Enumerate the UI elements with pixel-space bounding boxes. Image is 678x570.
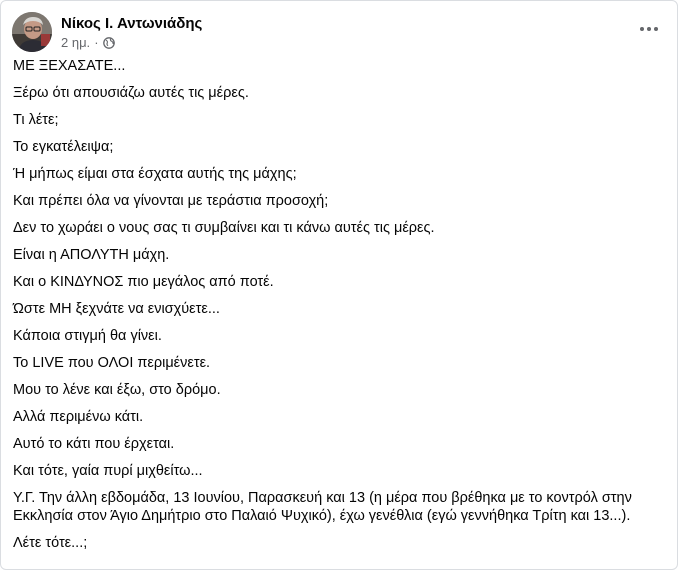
post-line: Δεν το χωράει ο νους σας τι συμβαίνει και τι κάνω αυτές τις μέρες. [13, 220, 435, 236]
post-line: Αλλά περιμένω κάτι. [13, 409, 144, 425]
post-line: Ή μήπως είμαι στα έσχατα αυτής της μάχης; [13, 166, 297, 182]
author-avatar[interactable] [12, 12, 52, 52]
post-line-postscript: Υ.Γ. Την άλλη εβδομάδα, 13 Ιουνίου, Παρασκευή και 13 (η μέρα που βρέθηκα με το κοντρόλ στην Εκκλησία στον Άγιο Δημήτριο στο Παλαιό Ψυχικό), έχω γενέθλια (εγώ γεννήθηκα Τρίτη και 13...). [13, 490, 632, 524]
post-line: Κάποια στιγμή θα γίνει. [13, 328, 162, 344]
meta-separator: · [94, 34, 99, 50]
more-options-button[interactable] [637, 19, 661, 39]
post-text [13, 57, 673, 561]
post-line: Το εγκατέλειψα; [13, 139, 114, 155]
globe-icon[interactable] [103, 36, 115, 48]
post-line: Μου το λένε και έξω, στο δρόμο. [13, 382, 221, 398]
post-line: Και ο ΚΙΝΔΥΝΟΣ πιο μεγάλος από ποτέ. [13, 274, 274, 290]
post-line: Αυτό το κάτι που έρχεται. [13, 436, 175, 452]
post-line: Το LIVE που ΟΛΟΙ περιμένετε. [13, 355, 211, 371]
post-subline [61, 34, 202, 51]
post-meta [61, 14, 202, 51]
post-line: Και πρέπει όλα να γίνονται με τεράστια προσοχή; [13, 193, 329, 209]
post-line: Και τότε, γαία πυρί μιχθείτω... [13, 463, 203, 479]
post-line: Ώστε ΜΗ ξεχνάτε να ενισχύετε... [13, 301, 220, 317]
post-header [12, 11, 202, 53]
post-line: Τι λέτε; [13, 112, 59, 128]
post-line: Λέτε τότε...; [13, 535, 88, 551]
post-line: Είναι η ΑΠΟΛΥΤΗ μάχη. [13, 247, 170, 263]
more-horizontal-icon [639, 26, 659, 32]
post-timestamp[interactable]: 2 ημ. [61, 34, 91, 50]
author-name[interactable]: Νίκος Ι. Αντωνιάδης [61, 14, 203, 32]
post-line: Ξέρω ότι απουσιάζω αυτές τις μέρες. [13, 85, 249, 101]
post-line: ΜΕ ΞΕΧΑΣΑΤΕ... [13, 58, 126, 74]
